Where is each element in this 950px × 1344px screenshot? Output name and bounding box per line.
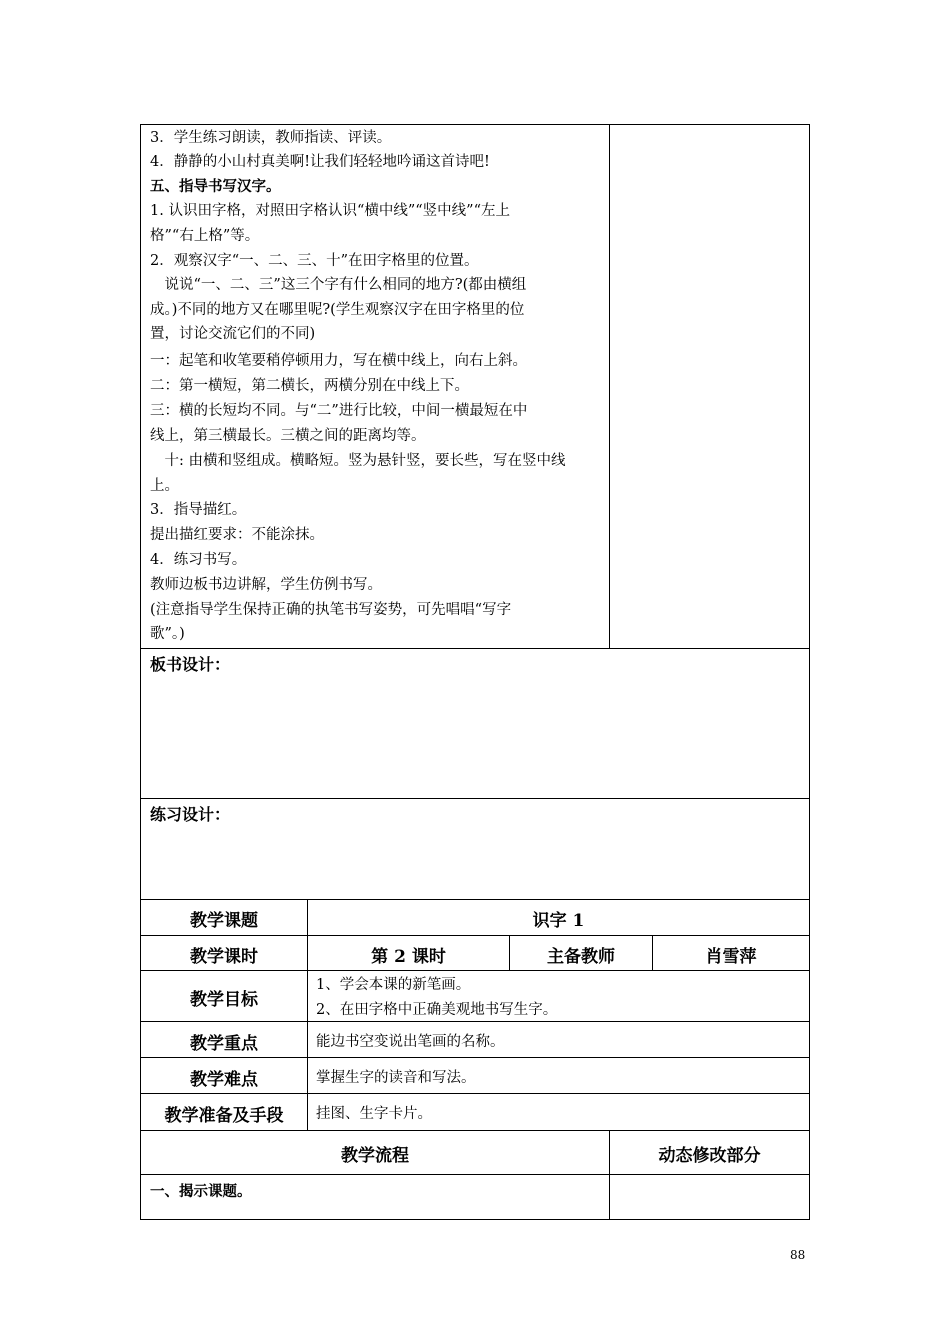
content-line: 2．观察汉字“一、二、三、十”在田字格里的位置。 (150, 253, 479, 269)
difficulty-label: 教学难点 (190, 1070, 258, 1090)
content-line: 置，讨论交流它们的不同) (150, 326, 316, 342)
content-line: 4．静静的小山村真美啊!让我们轻轻地吟诵这首诗吧! (150, 154, 490, 170)
content-line: 二：第一横短，第二横长，两横分别在中线上下。 (150, 378, 469, 394)
goal-label: 教学目标 (190, 990, 258, 1010)
content-line: (注意指导学生保持正确的执笔书写姿势，可先唱唱“写字 (150, 602, 512, 618)
goal-line: 2、在田字格中正确美观地书写生字。 (316, 1002, 558, 1018)
preparation-label: 教学准备及手段 (164, 1106, 284, 1126)
teacher-value: 肖雪萍 (705, 947, 757, 967)
row-divider (140, 1021, 810, 1022)
content-line: 十: 由横和竖组成。横略短。竖为悬针竖，要长些，写在竖中线 (150, 453, 566, 469)
row-divider (140, 935, 810, 936)
section-heading: 五、指导书写汉字。 (150, 178, 281, 195)
top-column-divider (609, 124, 610, 648)
flow-first-step: 一、揭示课题。 (150, 1183, 252, 1200)
topic-label: 教学课题 (190, 911, 258, 931)
row-divider (140, 1174, 810, 1175)
row-divider (140, 970, 810, 971)
content-line: 1. 认识田字格，对照田字格认识“横中线”“竖中线”“左上 (150, 203, 511, 219)
practice-design-label: 练习设计： (150, 805, 231, 824)
content-line: 线上，第三横最长。三横之间的距离均等。 (150, 428, 426, 444)
teacher-label: 主备教师 (547, 947, 615, 967)
content-line: 上。 (150, 478, 179, 494)
flow-header: 教学流程 (341, 1146, 409, 1166)
content-line: 一：起笔和收笔要稍停顿用力，写在横中线上，向右上斜。 (150, 353, 527, 369)
difficulty-value: 掌握生字的读音和写法。 (316, 1070, 476, 1086)
row-divider (140, 798, 810, 799)
key-point-label: 教学重点 (190, 1034, 258, 1054)
content-line: 教师边板书边讲解，学生仿例书写。 (150, 577, 382, 593)
period-label: 教学课时 (190, 947, 258, 967)
label-column-divider (307, 899, 308, 1130)
content-line: 4．练习书写。 (150, 552, 247, 568)
dynamic-header: 动态修改部分 (658, 1146, 761, 1166)
period-value: 第 2 课时 (371, 947, 446, 967)
page-number: 88 (790, 1248, 806, 1262)
goal-line: 1、学会本课的新笔画。 (316, 977, 471, 993)
content-line: 说说“一、二、三”这三个字有什么相同的地方?(都由横组 (150, 277, 527, 293)
row-divider (140, 1130, 810, 1131)
content-line: 3．学生练习朗读，教师指读、评读。 (150, 130, 392, 146)
preparation-value: 挂图、生字卡片。 (316, 1106, 432, 1122)
content-line: 提出描红要求：不能涂抹。 (150, 527, 324, 543)
content-line: 歌”。) (150, 626, 185, 642)
row-divider (140, 899, 810, 900)
topic-value: 识字 1 (532, 911, 585, 931)
row-divider (140, 1057, 810, 1058)
content-line: 格”“右上格”等。 (150, 228, 260, 244)
key-point-value: 能边书空变说出笔画的名称。 (316, 1034, 505, 1050)
content-line: 三：横的长短均不同。与“二”进行比较，中间一横最短在中 (150, 403, 528, 419)
row-divider (140, 1093, 810, 1094)
board-design-label: 板书设计： (150, 655, 231, 674)
content-line: 3．指导描红。 (150, 502, 247, 518)
row-divider (140, 648, 810, 649)
content-line: 成。)不同的地方又在哪里呢?(学生观察汉字在田字格里的位 (150, 302, 525, 318)
